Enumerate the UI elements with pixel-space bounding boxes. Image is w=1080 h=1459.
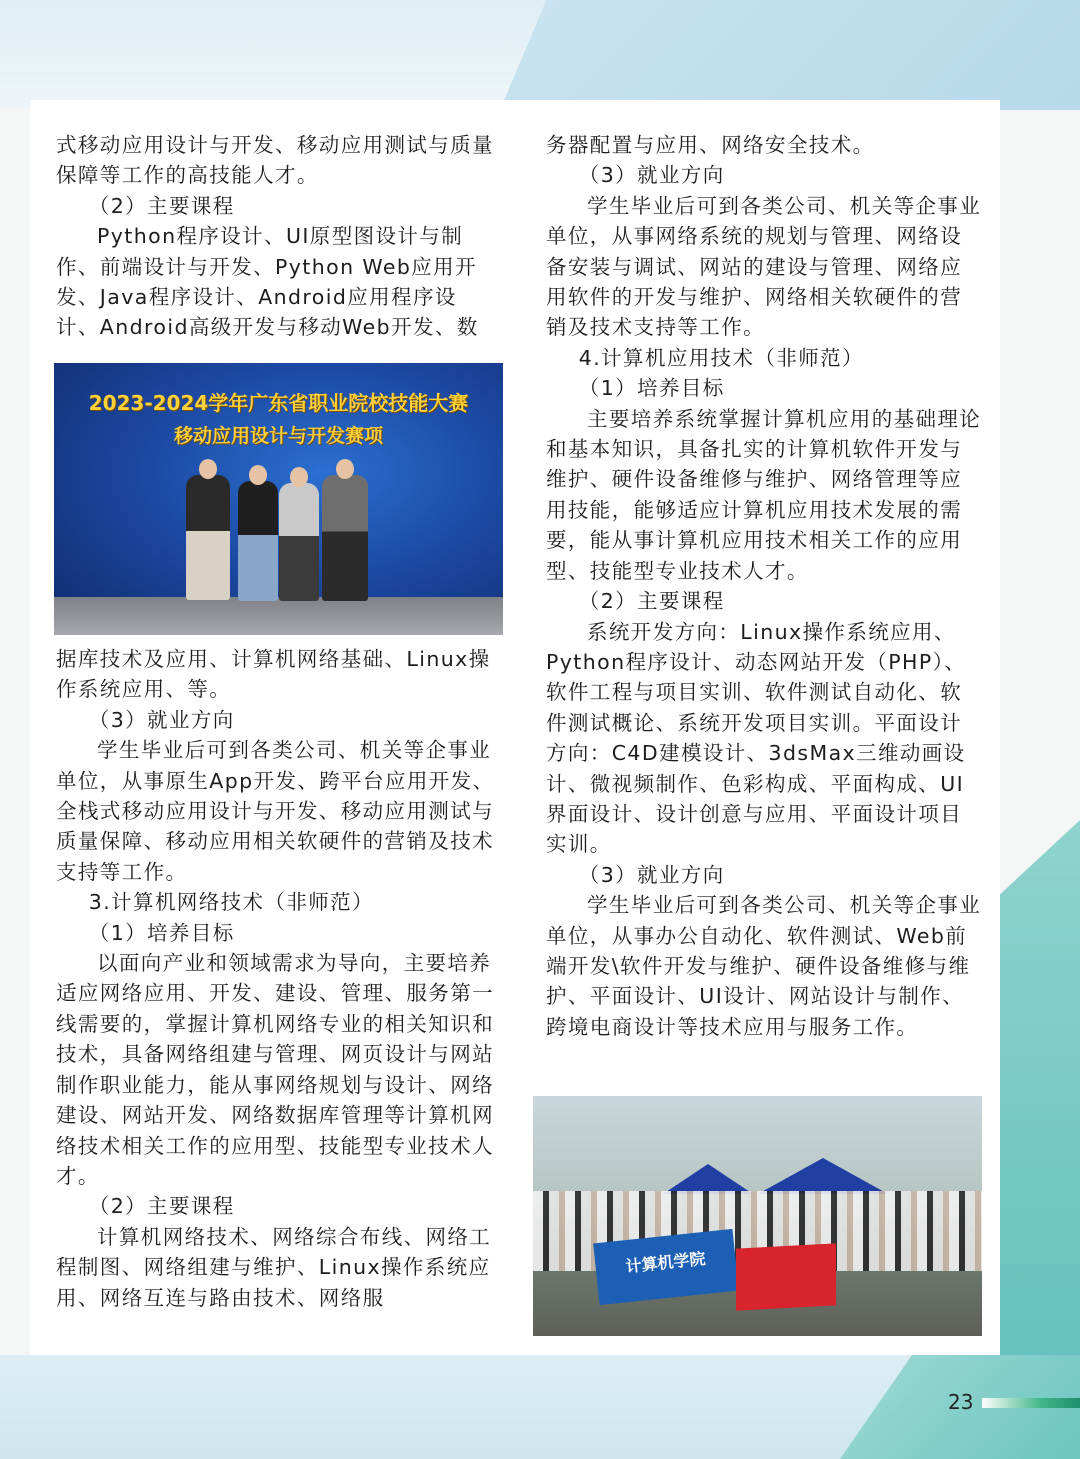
paragraph: （2）主要课程: [88, 1194, 235, 1219]
paragraph: 以面向产业和领域需求为导向，主要培养适应网络应用、开发、建设、管理、服务第一线需要的，掌握计算机网络专业的相关知识和技术，具备网络组建与管理、网页设计与网站制作职业能力，能从事网络规划与设计、网络建设、网站开发、网络数据库管理等计算机网络技术相关工作的应用型、技能型专业技术人才。: [56, 951, 494, 1188]
person-head: [336, 459, 354, 479]
person-figure: [186, 475, 230, 600]
competition-banner-line1: 2023-2024学年广东省职业院校技能大赛: [88, 391, 469, 415]
paragraph: （1）培养目标: [578, 376, 725, 401]
paragraph: 学生毕业后可到各类公司、机关等企事业单位，从事网络系统的规划与管理、网络设备安装与调试、网站的建设与管理、网络应用软件的开发与维护、网络相关软硬件的营销及技术支持等工作。: [546, 193, 982, 340]
page-number-bar: [982, 1398, 1080, 1408]
paragraph: 学生毕业后可到各类公司、机关等企事业单位，从事办公自动化、软件测试、Web前端开发\软件开发与维护、硬件设备维修与维护、平面设计、UI设计、网站设计与制作、跨境电商设计等技术应用与服务工作。: [546, 893, 982, 1039]
person-head: [199, 459, 217, 479]
paragraph: 3.计算机网络技术（非师范）: [88, 890, 374, 915]
paragraph: 主要培养系统掌握计算机应用的基础理论和基本知识，具备扎实的计算机软件开发与维护、硬件设备维修与维护、网络管理等应用技能，能够适应计算机应用技术发展的需要，能从事计算机应用技术相关工作的应用型、技能型专业技术人才。: [546, 406, 982, 583]
paragraph: （2）主要课程: [578, 589, 725, 614]
paragraph: 务器配置与应用、网络安全技术。: [546, 133, 875, 157]
college-flag: 计算机学院: [593, 1229, 739, 1305]
paragraph: 4.计算机应用技术（非师范）: [578, 345, 864, 370]
background-top-right-shape: [500, 0, 1080, 110]
photo-tent: [758, 1158, 888, 1194]
paragraph: 计算机网络技术、网络综合布线、网络工程制图、网络组建与维护、Linux操作系统应用、网络互连与路由技术、网络服: [56, 1224, 492, 1310]
person-figure: [279, 483, 319, 601]
page-number: 23: [948, 1390, 974, 1414]
person-figure: [238, 481, 278, 601]
person-head: [249, 465, 267, 485]
paragraph: （1）培养目标: [88, 920, 235, 945]
paragraph: （3）就业方向: [578, 862, 725, 887]
photo-tent: [663, 1164, 753, 1194]
competition-photo: [54, 363, 503, 635]
paragraph: 据库技术及应用、计算机网络基础、Linux操作系统应用、等。: [56, 647, 491, 702]
paragraph: （2）主要课程: [88, 193, 235, 218]
person-head: [290, 467, 308, 487]
paragraph: 式移动应用设计与开发、移动应用测试与质量保障等工作的高技能人才。: [56, 133, 494, 188]
group-photo: [533, 1096, 982, 1336]
left-column-bottom-text: [56, 644, 496, 1313]
right-column-text: [546, 130, 982, 1042]
left-column-top-text: [56, 130, 496, 343]
paragraph: 系统开发方向：Linux操作系统应用、Python程序设计、动态网站开发（PHP）、软件工程与项目实训、软件测试自动化、软件测试概论、系统开发项目实训。平面设计方向：C4D建模设计、3dsMax三维动画设计、微视频制作、色彩构成、平面构成、UI 界面设计、设计创意与应用、平面设计项目实训。: [546, 619, 967, 857]
photo-floor: [54, 597, 503, 635]
paragraph: 学生毕业后可到各类公司、机关等企事业单位，从事原生App开发、跨平台应用开发、全栈式移动应用设计与开发、移动应用测试与质量保障、移动应用相关软硬件的营销及技术支持等工作。: [56, 738, 495, 884]
paragraph: （3）就业方向: [88, 707, 235, 732]
paragraph: Python程序设计、UI原型图设计与制作、前端设计与开发、Python Web应用开发、Java程序设计、Android应用程序设计、Android高级开发与移动Web开发、数: [56, 224, 479, 340]
red-flag: [736, 1243, 836, 1310]
background-right-teal-shape: [1000, 820, 1080, 1440]
paragraph: （3）就业方向: [578, 163, 725, 188]
person-figure: [322, 475, 368, 601]
competition-banner-line2: 移动应用设计与开发赛项: [173, 425, 383, 447]
